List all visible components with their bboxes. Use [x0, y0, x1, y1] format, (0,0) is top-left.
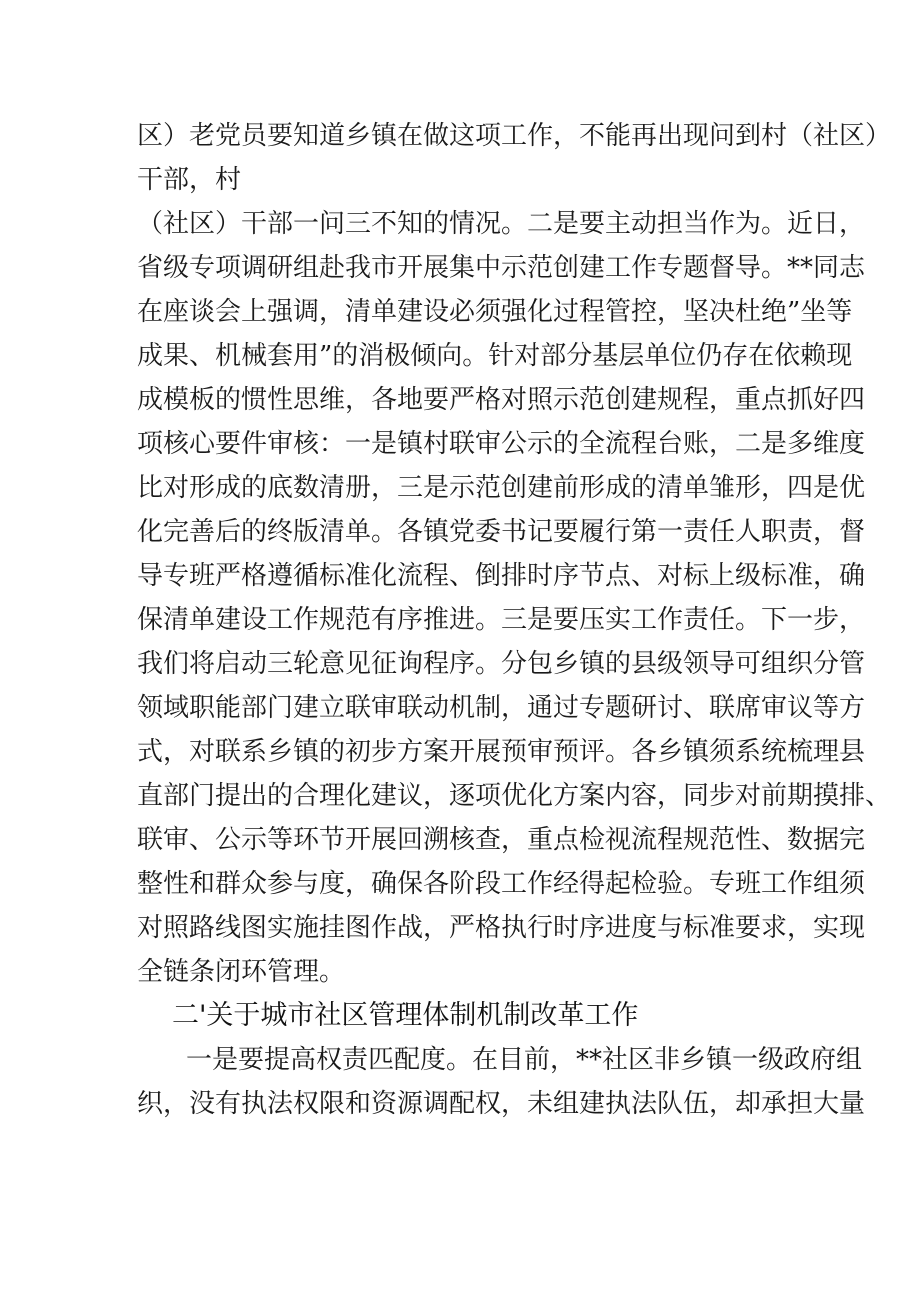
paragraph-line: 在座谈会上强调，清单建设必须强化过程管控，坚决杜绝”坐等	[137, 297, 853, 327]
paragraph-line: 对照路线图实施挂图作战，严格执行时序进度与标准要求，实现	[137, 913, 866, 943]
paragraph-line: 全链条闭环管理。	[137, 957, 346, 987]
paragraph-line: 干部，村	[137, 165, 242, 195]
paragraph-line: 区）老党员要知道乡镇在做这项工作，不能再出现问到村（社区）	[137, 121, 892, 151]
paragraph-line: 直部门提出的合理化建议，逐项优化方案内容，同步对前期摸排、	[137, 781, 892, 811]
paragraph-line: （社区）干部一问三不知的情况。二是要主动担当作为。近日，	[137, 209, 866, 239]
paragraph-line: 整性和群众参与度，确保各阶段工作经得起检验。专班工作组须	[137, 869, 866, 899]
paragraph-line: 联审、公示等环节开展回溯核查，重点检视流程规范性、数据完	[137, 825, 866, 855]
paragraph-line: 项核心要件审核：一是镇村联审公示的全流程台账，二是多维度	[137, 429, 866, 459]
paragraph-line: 保清单建设工作规范有序推进。三是要压实工作责任。下一步，	[137, 605, 866, 635]
paragraph-line: 比对形成的底数清册，三是示范创建前形成的清单雏形，四是优	[137, 473, 866, 503]
paragraph-line: 成果、机械套用”的消极倾向。针对部分基层单位仍存在依赖现	[137, 341, 853, 371]
paragraph-line: 织，没有执法权限和资源调配权，未组建执法队伍，却承担大量	[137, 1089, 866, 1119]
paragraph-line: 式，对联系乡镇的初步方案开展预审预评。各乡镇须系统梳理县	[137, 737, 866, 767]
paragraph-line: 我们将启动三轮意见征询程序。分包乡镇的县级领导可组织分管	[137, 649, 866, 679]
paragraph-line: 领域职能部门建立联审联动机制，通过专题研讨、联席审议等方	[137, 693, 866, 723]
section-heading: 二'关于城市社区管理体制机制改革工作	[172, 1000, 639, 1031]
paragraph-line: 成模板的惯性思维，各地要严格对照示范创建规程，重点抓好四	[137, 385, 866, 415]
paragraph-line: 化完善后的终版清单。各镇党委书记要履行第一责任人职责，督	[137, 517, 866, 547]
paragraph-line: 一是要提高权责匹配度。在目前，**社区非乡镇一级政府组	[186, 1045, 863, 1075]
paragraph-line: 导专班严格遵循标准化流程、倒排时序节点、对标上级标准，确	[137, 561, 866, 591]
paragraph-line: 省级专项调研组赴我市开展集中示范创建工作专题督导。**同志	[137, 253, 866, 283]
